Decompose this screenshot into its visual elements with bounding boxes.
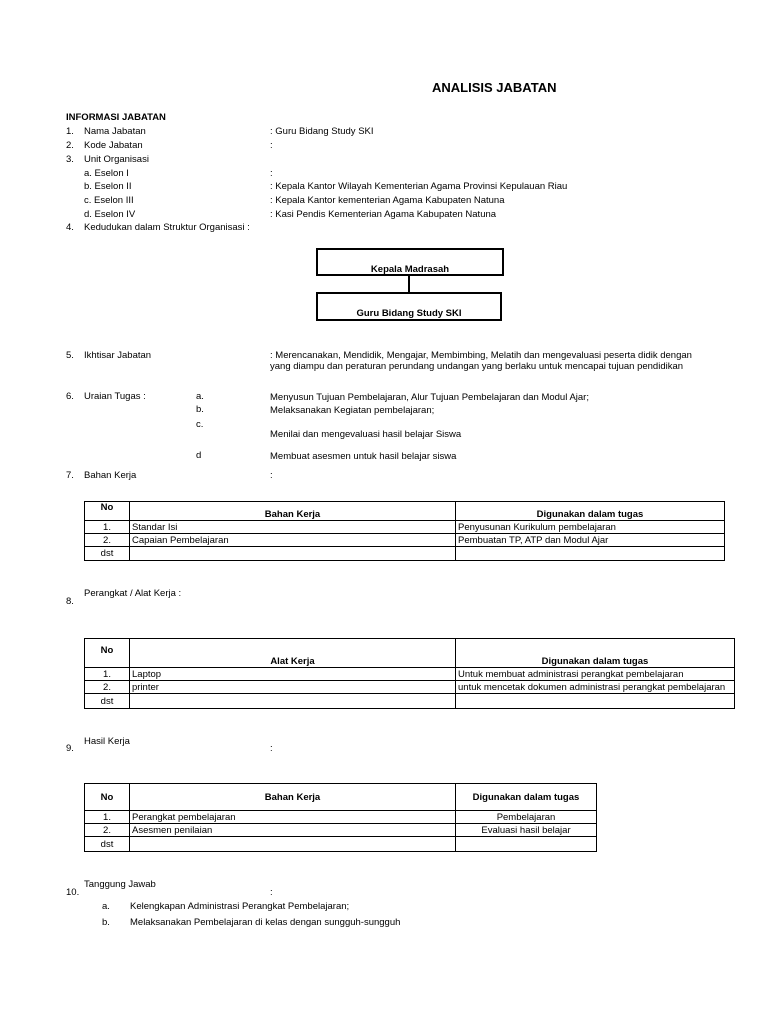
- ikhtisar-line-2: yang diampu dan peraturan perundang undangan yang berlaku untuk mencapai tujuan pendidikan: [270, 361, 684, 372]
- list-marker: d: [196, 450, 202, 461]
- field-label: Tanggung Jawab: [84, 879, 156, 890]
- table-row: [85, 681, 735, 694]
- ikhtisar-line-1: : Merencanakan, Mendidik, Mengajar, Membimbing, Melatih dan mengevaluasi peserta didik dengan: [270, 350, 692, 361]
- column-header: Bahan Kerja: [130, 502, 456, 521]
- column-header: Digunakan dalam tugas: [456, 502, 725, 521]
- table-cell: [456, 547, 725, 561]
- table-cell: [130, 837, 456, 852]
- list-item: Menilai dan mengevaluasi hasil belajar Siswa: [270, 429, 462, 440]
- org-box-guru-bidang-study: Guru Bidang Study SKI: [316, 292, 502, 321]
- field-label: a. Eselon I: [84, 168, 129, 179]
- column-header: No: [85, 784, 130, 811]
- field-label: b. Eselon II: [84, 181, 132, 192]
- table-cell: 1.: [85, 668, 130, 681]
- bahan-kerja-table-wrapper: [84, 501, 690, 563]
- field-label: Ikhtisar Jabatan: [84, 350, 152, 361]
- table-row: [85, 811, 597, 824]
- alat-kerja-table-wrapper: [84, 638, 726, 710]
- list-item: Kelengkapan Administrasi Perangkat Pembelajaran;: [130, 901, 350, 912]
- table-cell: 2.: [85, 534, 130, 547]
- field-value: : Kepala Kantor Wilayah Kementerian Agama Provinsi Kepulauan Riau: [270, 181, 568, 192]
- table-row: [85, 824, 597, 837]
- alat-kerja-table: [84, 638, 735, 709]
- item-number: 1.: [66, 126, 74, 137]
- column-header: Bahan Kerja: [130, 784, 456, 811]
- item-number: 8.: [66, 596, 74, 607]
- table-cell: Asesmen penilaian: [130, 824, 456, 837]
- list-marker: a.: [196, 391, 204, 402]
- item-number: 2.: [66, 140, 74, 151]
- field-label: Kedudukan dalam Struktur Organisasi :: [84, 222, 250, 233]
- field-value: :: [270, 168, 273, 179]
- table-cell: 2.: [85, 824, 130, 837]
- table-cell: Perangkat pembelajaran: [130, 811, 456, 824]
- field-label: Uraian Tugas :: [84, 391, 146, 402]
- table-cell: Standar Isi: [130, 521, 456, 534]
- column-header: Digunakan dalam tugas: [456, 639, 735, 668]
- column-header: Digunakan dalam tugas: [456, 784, 597, 811]
- table-cell: 2.: [85, 681, 130, 694]
- field-value: : Kasi Pendis Kementerian Agama Kabupaten Natuna: [270, 209, 497, 220]
- field-label: Nama Jabatan: [84, 126, 146, 137]
- field-label: Kode Jabatan: [84, 140, 143, 151]
- table-cell: Pembuatan TP, ATP dan Modul Ajar: [456, 534, 725, 547]
- list-item: Melaksanakan Kegiatan pembelajaran;: [270, 405, 435, 416]
- table-cell: printer: [130, 681, 456, 694]
- table-cell: Pembelajaran: [456, 811, 597, 824]
- table-cell: dst: [85, 694, 130, 709]
- bahan-kerja-table: [84, 501, 725, 561]
- list-item: Membuat asesmen untuk hasil belajar siswa: [270, 451, 457, 462]
- item-number: 5.: [66, 350, 74, 361]
- section-heading: INFORMASI JABATAN: [66, 112, 166, 123]
- item-number: 4.: [66, 222, 74, 233]
- table-cell: dst: [85, 547, 130, 561]
- field-label: Unit Organisasi: [84, 154, 149, 165]
- table-cell: [130, 694, 456, 709]
- table-cell: [456, 694, 735, 709]
- hasil-kerja-table: [84, 783, 597, 852]
- table-row: [85, 668, 735, 681]
- column-header: No: [85, 502, 130, 521]
- field-label: Perangkat / Alat Kerja :: [84, 588, 182, 599]
- field-value: : Kepala Kantor kementerian Agama Kabupaten Natuna: [270, 195, 505, 206]
- item-number: 7.: [66, 470, 74, 481]
- field-label: Bahan Kerja: [84, 470, 137, 481]
- table-cell: Laptop: [130, 668, 456, 681]
- page-title: ANALISIS JABATAN: [432, 80, 557, 95]
- field-label: d. Eselon IV: [84, 209, 136, 220]
- field-label: Hasil Kerja: [84, 736, 130, 747]
- column-header: No: [85, 639, 130, 668]
- item-number: 6.: [66, 391, 74, 402]
- item-number: 10.: [66, 887, 80, 898]
- table-cell: 1.: [85, 521, 130, 534]
- field-value: : Guru Bidang Study SKI: [270, 126, 374, 137]
- list-marker: b.: [196, 404, 204, 415]
- table-row: [85, 521, 725, 534]
- list-marker: b.: [102, 917, 110, 928]
- field-label: c. Eselon III: [84, 195, 134, 206]
- field-colon: :: [270, 887, 273, 898]
- list-item: Melaksanakan Pembelajaran di kelas dengan sungguh-sungguh: [130, 917, 401, 928]
- org-connector: [408, 276, 410, 292]
- table-row: [85, 534, 725, 547]
- table-row: [85, 694, 735, 709]
- table-cell: untuk mencetak dokumen administrasi perangkat pembelajaran: [456, 681, 735, 694]
- table-cell: [456, 837, 597, 852]
- field-colon: :: [270, 470, 273, 481]
- table-cell: Penyusunan Kurikulum pembelajaran: [456, 521, 725, 534]
- list-item: Menyusun Tujuan Pembelajaran, Alur Tujuan Pembelajaran dan Modul Ajar;: [270, 392, 589, 403]
- table-row: [85, 837, 597, 852]
- item-number: 9.: [66, 743, 74, 754]
- field-value: :: [270, 140, 273, 151]
- table-cell: Evaluasi hasil belajar: [456, 824, 597, 837]
- table-cell: dst: [85, 837, 130, 852]
- table-cell: Untuk membuat administrasi perangkat pembelajaran: [456, 668, 735, 681]
- table-cell: 1.: [85, 811, 130, 824]
- org-box-kepala-madrasah: Kepala Madrasah: [316, 248, 504, 276]
- list-marker: c.: [196, 419, 204, 430]
- field-colon: :: [270, 743, 273, 754]
- list-marker: a.: [102, 901, 110, 912]
- column-header: Alat Kerja: [130, 639, 456, 668]
- table-cell: Capaian Pembelajaran: [130, 534, 456, 547]
- table-row: [85, 547, 725, 561]
- table-cell: [130, 547, 456, 561]
- item-number: 3.: [66, 154, 74, 165]
